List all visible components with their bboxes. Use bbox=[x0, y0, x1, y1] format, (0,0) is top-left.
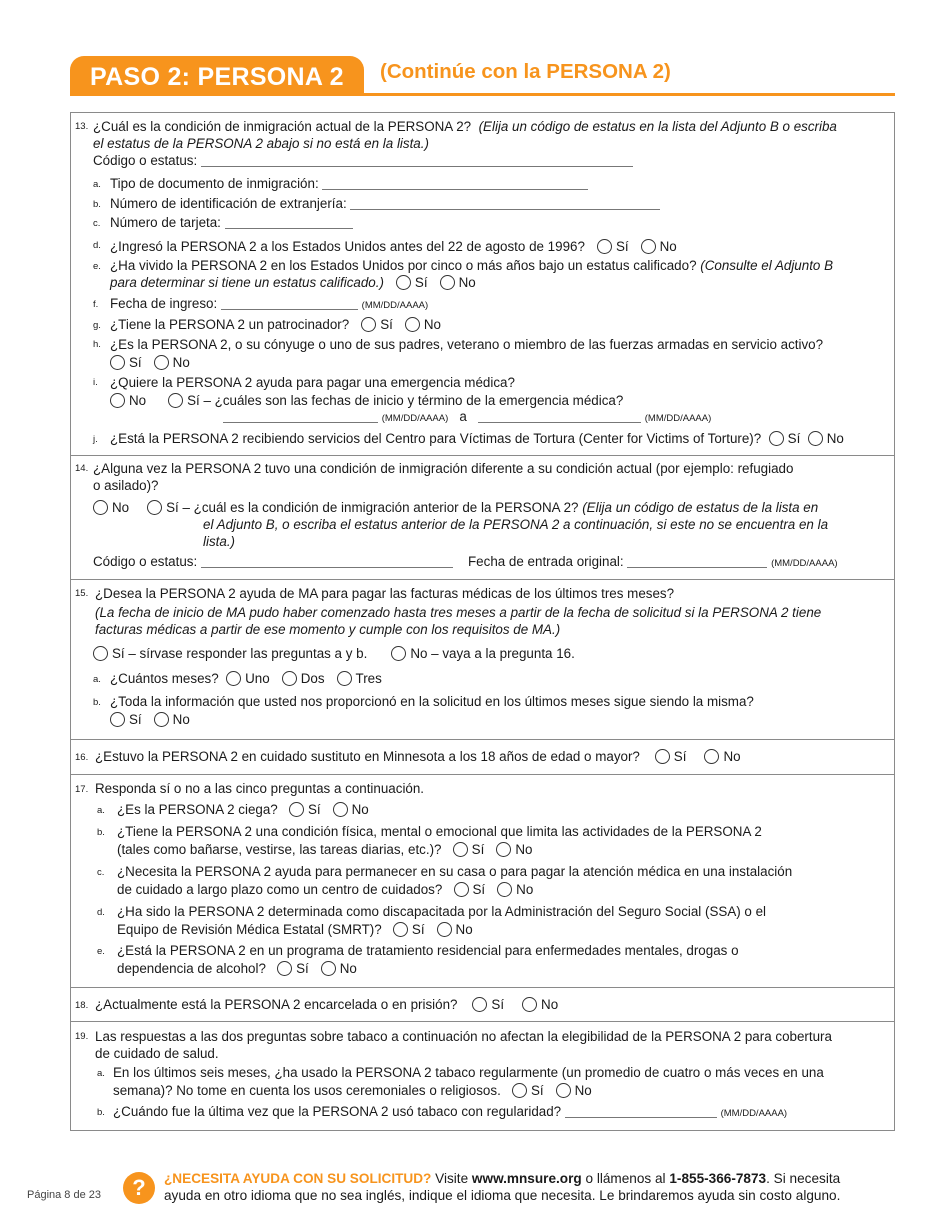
q18-si-radio[interactable] bbox=[472, 997, 487, 1012]
q15-note2: facturas médicas a partir de ese momento y cumple con los requisitos de MA.) bbox=[95, 622, 561, 637]
q13i-letter: i. bbox=[93, 377, 98, 388]
q13d-no-radio[interactable] bbox=[641, 239, 656, 254]
q14-code-row: Código o estatus: bbox=[93, 554, 453, 570]
q15b-text: ¿Toda la información que usted nos proporcionó en la solicitud en los últimos meses sigue siendo la misma? bbox=[110, 694, 754, 709]
q13d-row: ¿Ingresó la PERSONA 2 a los Estados Unidos antes del 22 de agosto de 1996? Sí No bbox=[110, 239, 677, 254]
q15-line1: ¿Desea la PERSONA 2 ayuda de MA para pagar las facturas médicas de los últimos tres meses? bbox=[95, 586, 675, 601]
q13a-field[interactable] bbox=[322, 178, 588, 190]
question-15 bbox=[71, 580, 894, 740]
q13e-line1: ¿Ha vivido la PERSONA 2 en los Estados Unidos por cinco o más años bajo un estatus calificado? (Consulte el Adjunto B bbox=[110, 258, 834, 273]
q16-si-radio[interactable] bbox=[655, 749, 670, 764]
q14-number: 14. bbox=[75, 463, 89, 474]
q16-number: 16. bbox=[75, 752, 89, 763]
q13c-letter: c. bbox=[93, 218, 101, 229]
q17-intro: Responda sí o no a las cinco preguntas a continuación. bbox=[95, 781, 425, 796]
q13g-letter: g. bbox=[93, 320, 101, 331]
q17a-si-radio[interactable] bbox=[289, 802, 304, 817]
q19a-si-radio[interactable] bbox=[512, 1083, 527, 1098]
header-rule bbox=[70, 93, 895, 96]
question-18 bbox=[71, 988, 894, 1022]
q19a-line2: semana)? No tome en cuenta los usos ceremoniales o religiosos. Sí No bbox=[113, 1083, 592, 1098]
q13f-row: Fecha de ingreso: (MM/DD/AAAA) bbox=[110, 296, 429, 311]
q19-line1: Las respuestas a las dos preguntas sobre tabaco a continuación no afectan la elegibilidad de la PERSONA 2 para cobertura bbox=[95, 1029, 832, 1044]
q17c-line1: ¿Necesita la PERSONA 2 ayuda para permanecer en su casa o para pagar la atención médica en una instalación bbox=[117, 864, 793, 879]
q19b-row: ¿Cuándo fue la última vez que la PERSONA 2 usó tabaco con regularidad? (MM/DD/AAAA) bbox=[113, 1104, 788, 1119]
q13d-si-radio[interactable] bbox=[597, 239, 612, 254]
q15b-letter: b. bbox=[93, 697, 101, 708]
q15a-letter: a. bbox=[93, 674, 101, 685]
q17-number: 17. bbox=[75, 784, 89, 795]
q13b-row: Número de identificación de extranjería: bbox=[110, 196, 660, 212]
q17c-si-radio[interactable] bbox=[454, 882, 469, 897]
q13i-dates: (MM/DD/AAAA) a (MM/DD/AAAA) bbox=[223, 409, 711, 427]
q17d-si-radio[interactable] bbox=[393, 922, 408, 937]
q17b-no-radio[interactable] bbox=[496, 842, 511, 857]
q13i-no-radio[interactable] bbox=[110, 393, 125, 408]
q13j-row: ¿Está la PERSONA 2 recibiendo servicios del Centro para Víctimas de Tortura (Center for Victims of Torture)? Sí No bbox=[110, 431, 844, 446]
q17a-letter: a. bbox=[97, 805, 105, 816]
q14-no-radio[interactable] bbox=[93, 500, 108, 515]
q17b-line1: ¿Tiene la PERSONA 2 una condición física, mental o emocional que limita las actividades de la PERSONA 2 bbox=[117, 824, 762, 839]
q17d-letter: d. bbox=[97, 907, 105, 918]
q19a-no-radio[interactable] bbox=[556, 1083, 571, 1098]
q13j-no-radio[interactable] bbox=[808, 431, 823, 446]
q19-line2: de cuidado de salud. bbox=[95, 1046, 219, 1061]
q17d-no-radio[interactable] bbox=[437, 922, 452, 937]
q13f-date-field[interactable] bbox=[221, 298, 358, 310]
q13g-si-radio[interactable] bbox=[361, 317, 376, 332]
q15-options: Sí – sírvase responder las preguntas a y b. No – vaya a la pregunta 16. bbox=[93, 646, 575, 662]
q13-line2: el estatus de la PERSONA 2 abajo si no está en la lista.) bbox=[93, 136, 429, 151]
q17b-si-radio[interactable] bbox=[453, 842, 468, 857]
q17a-row: ¿Es la PERSONA 2 ciega? Sí No bbox=[117, 802, 369, 817]
q13j-si-radio[interactable] bbox=[769, 431, 784, 446]
q19b-date-field[interactable] bbox=[565, 1106, 717, 1118]
q14-code-field[interactable] bbox=[201, 556, 453, 568]
q17e-no-radio[interactable] bbox=[321, 961, 336, 976]
q14-line2: o asilado)? bbox=[93, 478, 159, 493]
q13h-no-radio[interactable] bbox=[154, 355, 169, 370]
q17a-no-radio[interactable] bbox=[333, 802, 348, 817]
q13h-text: ¿Es la PERSONA 2, o su cónyuge o uno de sus padres, veterano o miembro de las fuerzas armadas en servicio activo? bbox=[110, 337, 824, 352]
step-subtitle: (Continúe con la PERSONA 2) bbox=[380, 60, 671, 83]
q13i-text: ¿Quiere la PERSONA 2 ayuda para pagar una emergencia médica? bbox=[110, 375, 515, 390]
q13e-no-radio[interactable] bbox=[440, 275, 455, 290]
q13g-row: ¿Tiene la PERSONA 2 un patrocinador? Sí No bbox=[110, 317, 441, 332]
question-16 bbox=[71, 740, 894, 775]
q13e-line2: para determinar si tiene un estatus calificado.) Sí No bbox=[110, 275, 476, 290]
q13j-letter: j. bbox=[93, 434, 98, 445]
q13-code-field[interactable] bbox=[201, 155, 633, 167]
q13i-end-date-field[interactable] bbox=[478, 411, 641, 423]
form-box bbox=[70, 112, 895, 1131]
q15b-si-radio[interactable] bbox=[110, 712, 125, 727]
footer bbox=[0, 1170, 950, 1220]
q13c-field[interactable] bbox=[225, 217, 353, 229]
q15-number: 15. bbox=[75, 588, 89, 599]
question-14 bbox=[71, 456, 894, 580]
q16-row: ¿Estuvo la PERSONA 2 en cuidado sustituto en Minnesota a los 18 años de edad o mayor? Sí No bbox=[95, 749, 741, 764]
q13e-letter: e. bbox=[93, 261, 101, 272]
q13i-start-date-field[interactable] bbox=[223, 411, 378, 423]
q17e-line1: ¿Está la PERSONA 2 en un programa de tratamiento residencial para enfermedades mentales, drogas o bbox=[117, 943, 739, 958]
q15-note1: (La fecha de inicio de MA pudo haber comenzado hasta tres meses a partir de la fecha de solicitud si la PERSONA 2 tiene bbox=[95, 605, 822, 620]
q16-no-radio[interactable] bbox=[704, 749, 719, 764]
q19a-line1: En los últimos seis meses, ¿ha usado la PERSONA 2 tabaco regularmente (un promedio de cuatro o más veces en una bbox=[113, 1065, 824, 1080]
website-link[interactable]: www.mnsure.org bbox=[471, 1171, 582, 1186]
q17e-line2: dependencia de alcohol? Sí No bbox=[117, 961, 357, 976]
q15-si-radio[interactable] bbox=[93, 646, 108, 661]
q17c-line2: de cuidado a largo plazo como un centro de cuidados? Sí No bbox=[117, 882, 534, 897]
q13-code-row: Código o estatus: bbox=[93, 153, 633, 169]
q15b-options: Sí No bbox=[110, 712, 190, 728]
q19-number: 19. bbox=[75, 1031, 89, 1042]
q13h-si-radio[interactable] bbox=[110, 355, 125, 370]
q17c-no-radio[interactable] bbox=[497, 882, 512, 897]
q17b-line2: (tales como bañarse, vestirse, las tareas diarias, etc.)? Sí No bbox=[117, 842, 533, 857]
q19a-letter: a. bbox=[97, 1068, 105, 1079]
page-number: Página 8 de 23 bbox=[27, 1189, 102, 1201]
q14-options: No Sí – ¿cuál es la condición de inmigración anterior de la PERSONA 2? (Elija un código de estatus de la lista en bbox=[93, 500, 818, 516]
q17b-letter: b. bbox=[97, 827, 105, 838]
q15-no-radio[interactable] bbox=[391, 646, 406, 661]
q14-note3: lista.) bbox=[203, 534, 235, 549]
q14-entry-date-field[interactable] bbox=[627, 556, 767, 568]
q13e-si-radio[interactable] bbox=[396, 275, 411, 290]
q13h-letter: h. bbox=[93, 339, 101, 350]
q13b-letter: b. bbox=[93, 199, 101, 210]
q19b-letter: b. bbox=[97, 1107, 105, 1118]
q17e-letter: e. bbox=[97, 946, 105, 957]
q18-number: 18. bbox=[75, 1000, 89, 1011]
q13i-si-radio[interactable] bbox=[168, 393, 183, 408]
q17d-line1: ¿Ha sido la PERSONA 2 determinada como discapacitada por la Administración del Seguro Social (SSA) o el bbox=[117, 904, 767, 919]
section-header bbox=[70, 56, 895, 96]
help-text: ¿NECESITA AYUDA CON SU SOLICITUD? Visite www.mnsure.org o llámenos al 1-855-366-7873. Si necesita ayuda en otro idioma que no sea inglés, indique el idioma que necesita. Le brindaremos ayuda sin costo alguno. bbox=[164, 1171, 841, 1203]
q13-line1: ¿Cuál es la condición de inmigración actual de la PERSONA 2? (Elija un código de estatus en la lista del Adjunto B o escriba bbox=[93, 119, 837, 134]
q13i-options: No Sí – ¿cuáles son las fechas de inicio y término de la emergencia médica? bbox=[110, 393, 623, 409]
question-17 bbox=[71, 775, 894, 988]
q13-number: 13. bbox=[75, 121, 89, 132]
q13d-letter: d. bbox=[93, 240, 101, 251]
q14-note2: el Adjunto B, o escriba el estatus anterior de la PERSONA 2 a continuación, si este no se encuentra en la bbox=[203, 517, 829, 532]
q13c-row: Número de tarjeta: bbox=[110, 215, 353, 231]
q15a-tres-radio[interactable] bbox=[337, 671, 352, 686]
q14-entry-row: Fecha de entrada original: (MM/DD/AAAA) bbox=[468, 554, 838, 569]
q18-no-radio[interactable] bbox=[522, 997, 537, 1012]
q13a-letter: a. bbox=[93, 179, 101, 190]
help-question-icon: ? bbox=[123, 1172, 155, 1204]
q13g-no-radio[interactable] bbox=[405, 317, 420, 332]
q15a-dos-radio[interactable] bbox=[282, 671, 297, 686]
q15a-uno-radio[interactable] bbox=[226, 671, 241, 686]
q15b-no-radio[interactable] bbox=[154, 712, 169, 727]
q17c-letter: c. bbox=[97, 867, 105, 878]
q13h-options: Sí No bbox=[110, 355, 190, 371]
q17d-line2: Equipo de Revisión Médica Estatal (SMRT)? Sí No bbox=[117, 922, 473, 937]
q13f-letter: f. bbox=[93, 299, 99, 310]
q13b-field[interactable] bbox=[350, 198, 660, 210]
q15a-row: ¿Cuántos meses? Uno Dos Tres bbox=[110, 671, 382, 686]
q14-si-radio[interactable] bbox=[147, 500, 162, 515]
help-heading: ¿NECESITA AYUDA CON SU SOLICITUD? bbox=[164, 1171, 432, 1186]
question-19 bbox=[71, 1022, 894, 1130]
q13a-row: Tipo de documento de inmigración: bbox=[110, 176, 588, 192]
q18-row: ¿Actualmente está la PERSONA 2 encarcelada o en prisión? Sí No bbox=[95, 997, 559, 1012]
q14-line1: ¿Alguna vez la PERSONA 2 tuvo una condición de inmigración diferente a su condición actual (por ejemplo: refugiado bbox=[93, 461, 794, 476]
step-tab: PASO 2: PERSONA 2 bbox=[70, 56, 364, 94]
q17e-si-radio[interactable] bbox=[277, 961, 292, 976]
phone-number: 1-855-366-7873 bbox=[669, 1171, 767, 1186]
question-13 bbox=[71, 113, 894, 456]
